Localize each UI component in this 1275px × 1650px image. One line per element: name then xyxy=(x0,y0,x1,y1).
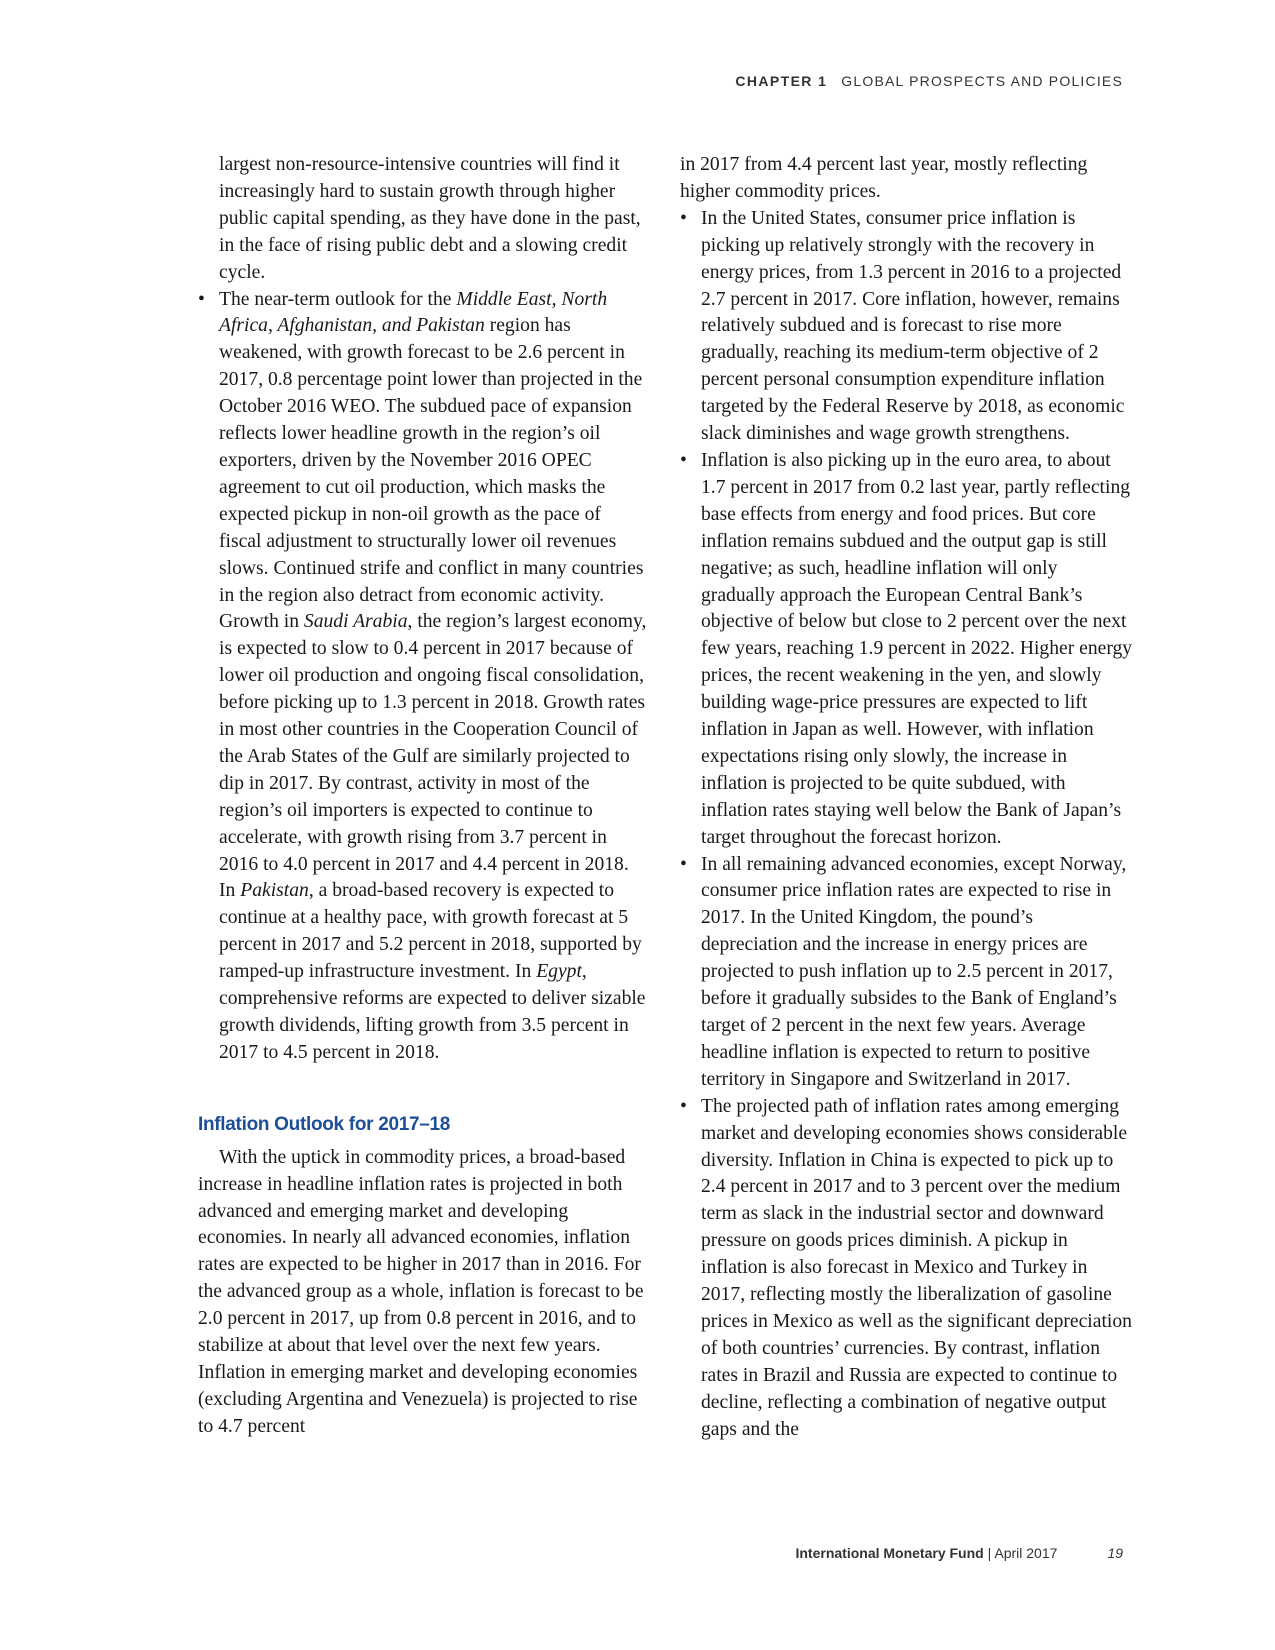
saudi-arabia-name: Saudi Arabia xyxy=(303,611,408,633)
footer-date: April 2017 xyxy=(994,1545,1058,1561)
right-column xyxy=(680,152,1134,1444)
inflation-intro-paragraph: With the uptick in commodity prices, a broad-based increase in headline inflation rates is projected in both advanced and emerging market and developing economies. In nearly all advanced economies, inflation rates are expected to be higher in 2017 than in 2016. For the advanced group as a whole, inflation is forecast to be 2.0 percent in 2017, up from 0.8 percent in 2016, and to stabilize at about that level over the next few years. Inflation in emerging market and developing economies (excluding Argentina and Venezuela) is projected to rise to 4.7 percent xyxy=(198,1146,644,1437)
running-header xyxy=(735,73,1123,89)
left-bullet-list xyxy=(198,287,648,1067)
mena-text-1: The near-term outlook for the xyxy=(219,288,457,310)
continued-paragraph: largest non-resource-intensive countries will find it increasingly hard to sustain growth through higher public capital spending, as they have done in the past, in the face of rising public debt and a slowing credit cycle. xyxy=(219,154,641,283)
bullet-euro-area-japan: • Inflation is also picking up in the euro area, to about 1.7 percent in 2017 from 0.2 last year, partly reflecting base effects from energy and food prices. But core inflation remains subdued and the output gap is still negative; as such, headline inflation will only gradually approach the European Central Bank’s objective of below but close to 2 percent over the next few years, reaching 1.9 percent in 2022. Higher energy prices, the recent weakening in the yen, and slowly building wage-price pressures are expected to lift inflation in Japan as well. However, with inflation expectations rising only slowly, the increase in inflation is projected to be quite subdued, with inflation rates staying well below the Bank of Japan’s target throughout the forecast horizon. xyxy=(680,448,1134,852)
page-footer xyxy=(795,1545,1123,1561)
chapter-label: CHAPTER 1 xyxy=(735,73,828,89)
footer-separator: | xyxy=(983,1545,995,1561)
left-column xyxy=(198,152,648,1441)
right-bullet-list xyxy=(680,206,1134,1444)
continued-paragraph-right: in 2017 from 4.4 percent last year, mostly reflecting higher commodity prices. xyxy=(680,154,1088,202)
bullet-mena-outlook xyxy=(198,287,648,1067)
mena-text-3: , the region’s largest economy, is expected to slow to 0.4 percent in 2017 because of lower oil production and ongoing fiscal consolidation, before picking up to 1.3 percent in 2018. Growth rates in most other countries in the Cooperation Council of the Arab States of the Gulf are similarly projected to dip in 2017. By contrast, activity in most of the region’s oil importers is expected to continue to accelerate, with growth rising from 3.7 percent in 2016 to 4.0 percent in 2017 and 4.4 percent in 2018. In xyxy=(219,611,647,902)
bullet-united-states: • In the United States, consumer price inflation is picking up relatively strongly with the recovery in energy prices, from 1.3 percent in 2016 to a projected 2.7 percent in 2017. Core inflation, however, remains relatively subdued and is forecast to rise more gradually, reaching its medium-term objective of 2 percent personal consumption expenditure inflation targeted by the Federal Reserve by 2018, as economic slack diminishes and wage growth strengthens. xyxy=(680,206,1134,448)
pakistan-name: Pakistan xyxy=(240,880,309,902)
egypt-name: Egypt xyxy=(536,961,582,983)
footer-organization: International Monetary Fund xyxy=(795,1545,984,1561)
bullet-emerging-markets: • The projected path of inflation rates among emerging market and developing economies shows considerable diversity. Inflation in China is expected to pick up to 2.4 percent in 2017 and to 3 percent over the medium term as slack in the industrial sector and downward pressure on goods prices diminish. A pickup in inflation is also forecast in Mexico and Turkey in 2017, reflecting mostly the liberalization of gasoline prices in Mexico as well as the significant depreciation of both countries’ currencies. By contrast, inflation rates in Brazil and Russia are expected to continue to decline, reflecting a combination of negative output gaps and the xyxy=(680,1094,1134,1444)
mena-text-2: region has weakened, with growth forecast to be 2.6 percent in 2017, 0.8 percentage point lower than projected in the October 2016 WEO. The subdued pace of expansion reflects lower headline growth in the region’s oil exporters, driven by the November 2016 OPEC agreement to cut oil production, which masks the expected pickup in non-oil growth as the pace of fiscal adjustment to structurally lower oil revenues slows. Continued strife and conflict in many countries in the region also detract from economic activity. Growth in xyxy=(219,315,644,633)
mena-region-name: Middle East, North Africa, Afghanistan, and Pakistan xyxy=(219,288,608,337)
bullet-other-advanced: • In all remaining advanced economies, except Norway, consumer price inflation rates are expected to rise in 2017. In the United Kingdom, the pound’s depreciation and the increase in energy prices are projected to push inflation up to 2.5 percent in 2017, before it gradually subsides to the Bank of England’s target of 2 percent in the next few years. Average headline inflation is expected to return to positive territory in Singapore and Switzerland in 2017. xyxy=(680,852,1134,1094)
page-number: 19 xyxy=(1107,1545,1123,1561)
section-heading: Inflation Outlook for 2017–18 xyxy=(198,1113,451,1135)
chapter-title: GLOBAL PROSPECTS AND POLICIES xyxy=(841,73,1123,89)
mena-text-4: , a broad-based recovery is expected to continue at a healthy pace, with growth forecast at 5 percent in 2017 and 5.2 percent in 2018, supported by ramped-up infrastructure investment. In xyxy=(219,880,642,983)
mena-text-5: , comprehensive reforms are expected to deliver sizable growth dividends, lifting growth from 3.5 percent in 2017 to 4.5 percent in 2018. xyxy=(219,961,646,1063)
